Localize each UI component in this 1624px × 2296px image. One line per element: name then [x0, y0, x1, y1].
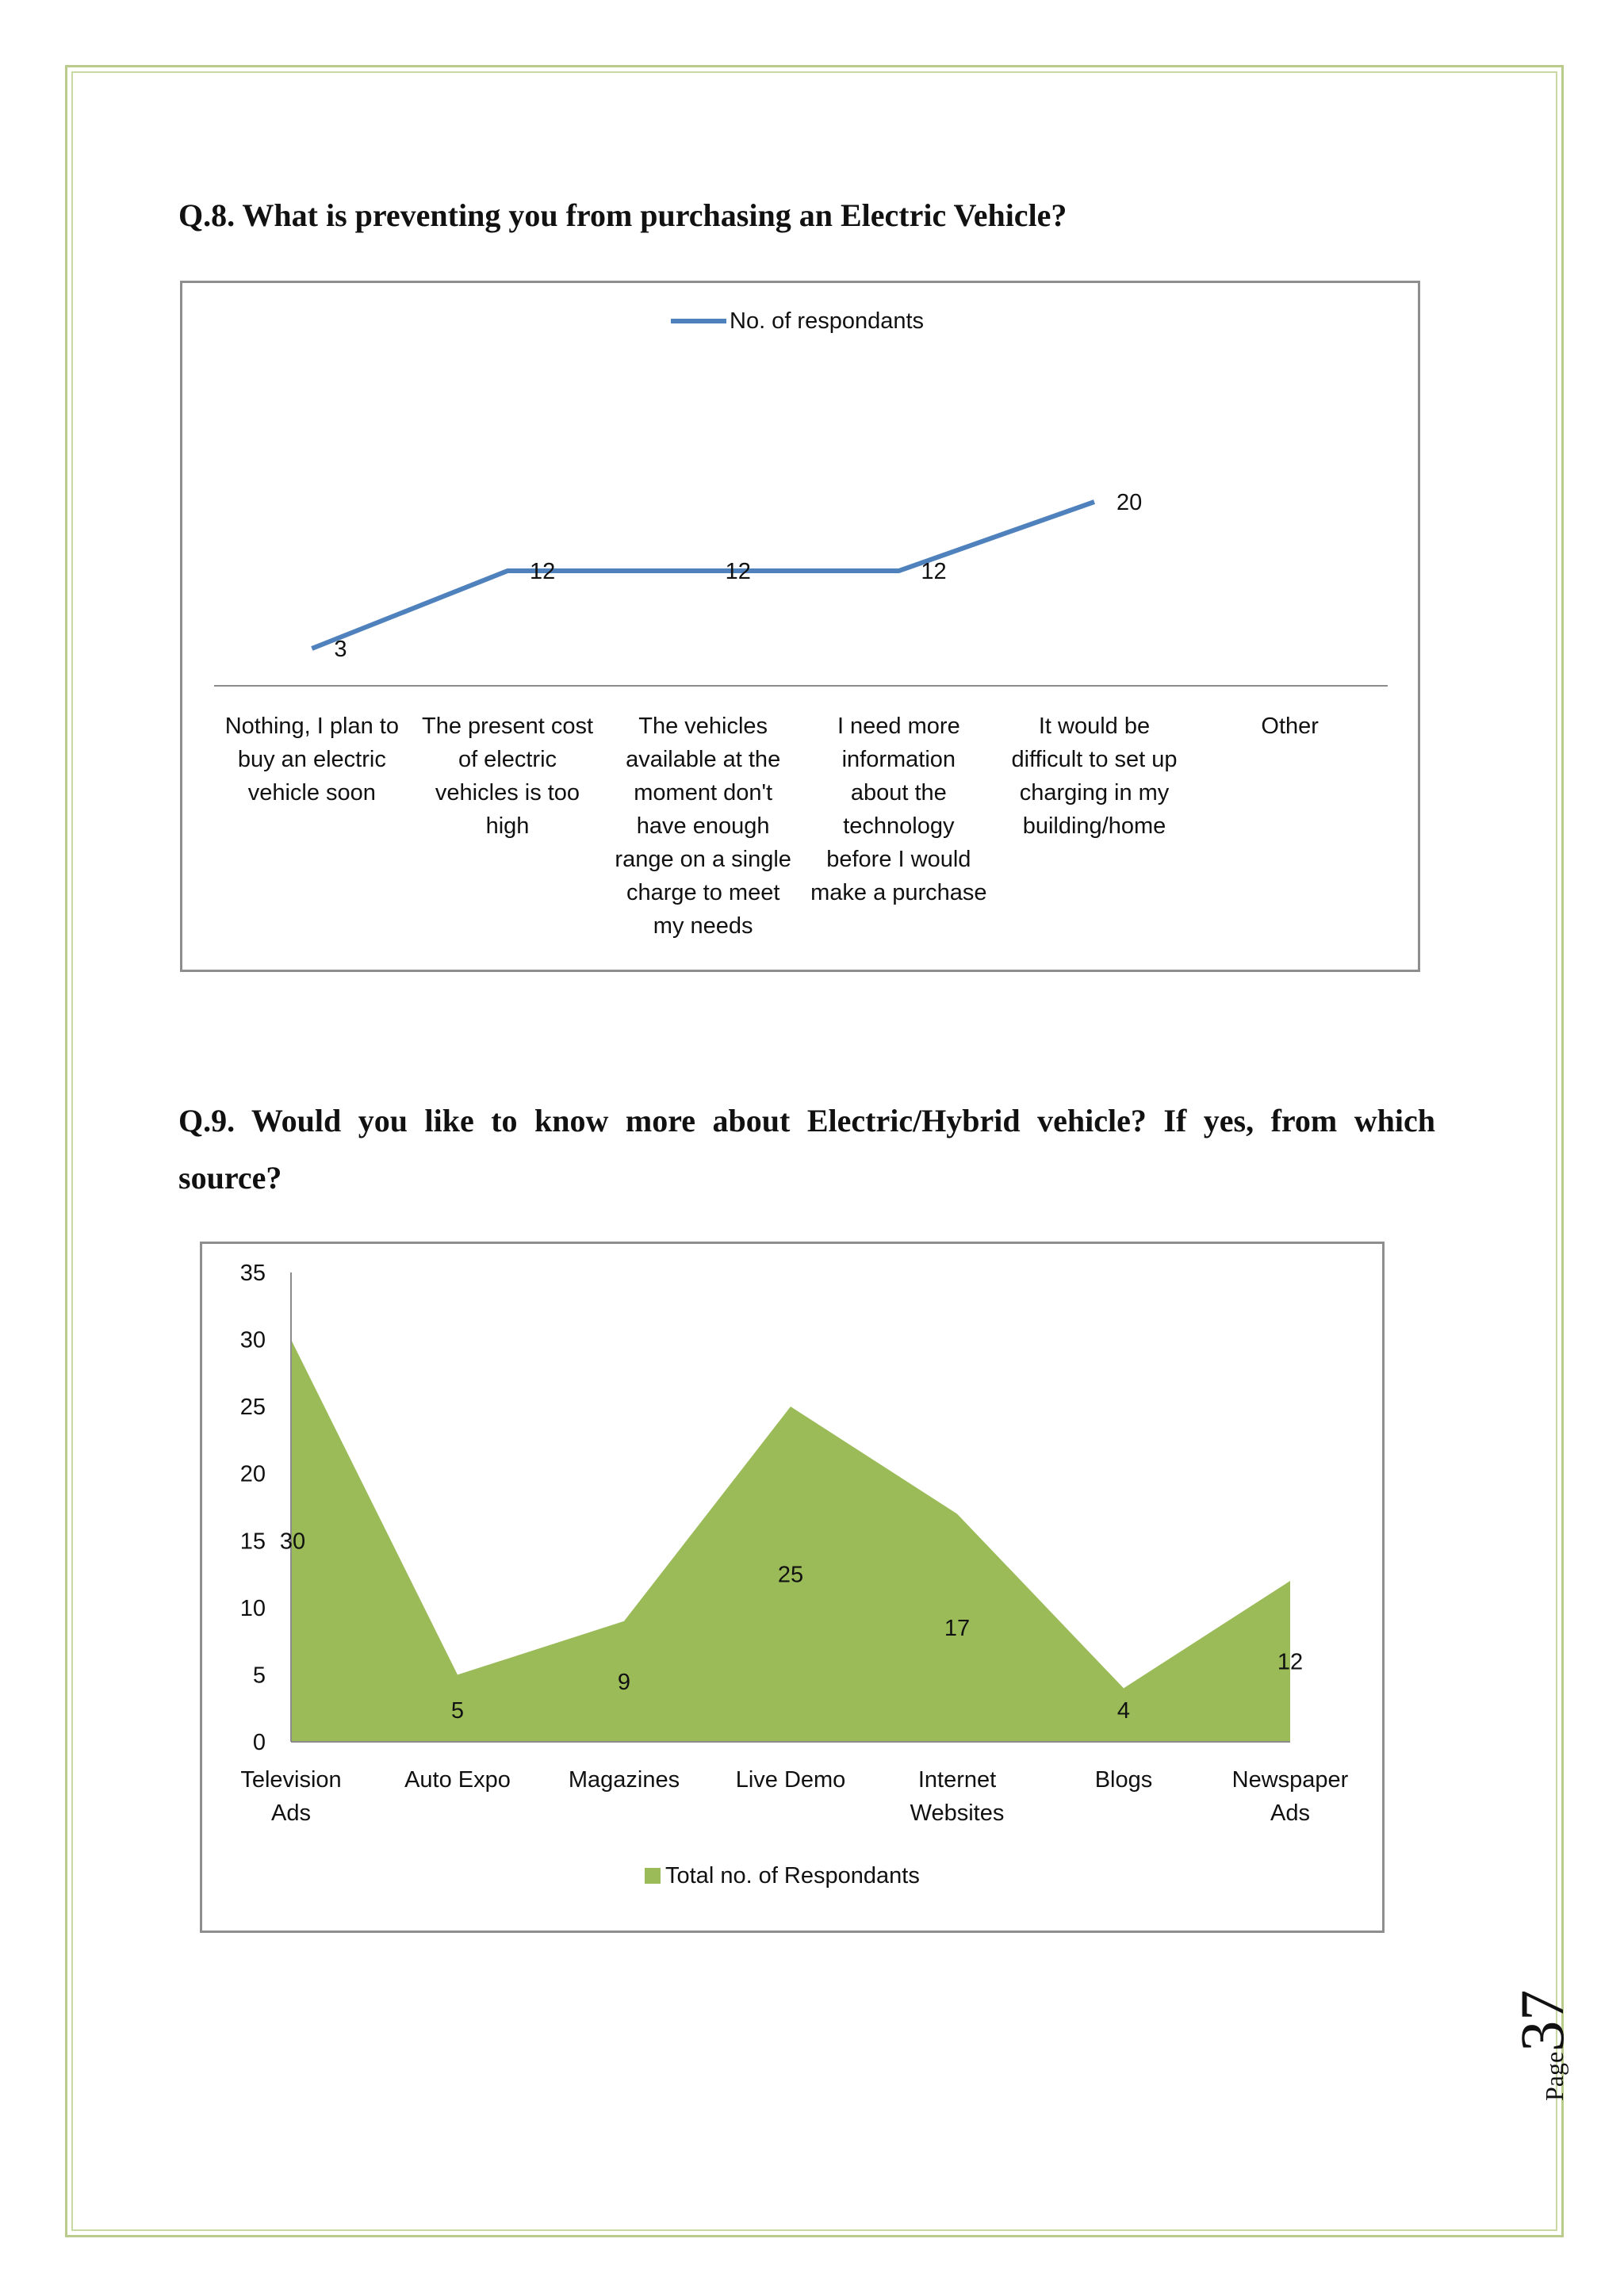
x-tick-label-line: make a purchase [810, 880, 987, 905]
x-tick-label-line: available at the [626, 747, 781, 772]
legend-label: No. of respondants [730, 308, 925, 334]
x-tick-label-line: moment don't [634, 780, 773, 806]
y-tick-label: 5 [252, 1663, 266, 1689]
series-area-respondants [291, 1340, 1290, 1742]
data-label: 5 [450, 1698, 465, 1724]
x-tick-label-line: Television [240, 1767, 342, 1793]
data-label: 12 [530, 559, 556, 585]
x-tick-label-line: information [841, 747, 956, 772]
question-9-heading-line1: Q.9. Would you like to know more about Electric/Hybrid vehicle? If yes, from which [178, 1103, 1435, 1138]
x-tick-label-line: The vehicles [638, 714, 768, 739]
x-tick-label-line: my needs [653, 913, 753, 939]
series-line-respondants [312, 502, 1094, 649]
data-label: 25 [777, 1562, 804, 1588]
data-label: 4 [1116, 1698, 1131, 1724]
x-tick-label [1261, 714, 1319, 739]
x-tick-label-line: vehicles is too [435, 780, 580, 806]
x-tick-label-line: before I would [826, 847, 971, 872]
data-label: 30 [279, 1529, 306, 1555]
x-tick-label-line: Live Demo [735, 1767, 846, 1793]
x-tick-label [225, 714, 399, 806]
x-tick-label-line: technology [843, 813, 955, 839]
data-label: 12 [1277, 1649, 1304, 1675]
data-label: 9 [617, 1669, 631, 1695]
x-tick-label-line: range on a single [615, 847, 791, 872]
data-label: 12 [921, 559, 947, 585]
x-tick-label-line: Blogs [1094, 1767, 1153, 1793]
question-9-heading-line2: source? [178, 1160, 282, 1196]
y-tick-label: 35 [239, 1261, 266, 1286]
data-label: 3 [334, 637, 347, 662]
x-tick-label [569, 1767, 680, 1793]
x-tick-label-line: about the [850, 780, 947, 806]
y-tick-label: 20 [239, 1461, 266, 1487]
x-tick-label-line: Magazines [568, 1767, 680, 1793]
x-tick-label-line: It would be [1038, 714, 1151, 739]
y-tick-label: 25 [239, 1395, 266, 1421]
x-tick-label [910, 1767, 1005, 1826]
x-tick-label-line: charge to meet [626, 880, 780, 905]
x-tick-label-line: Ads [1270, 1800, 1310, 1826]
legend [671, 308, 924, 334]
x-tick-label-line: I need more [837, 714, 960, 739]
x-tick-label [1095, 1767, 1153, 1793]
x-tick-label-line: Nothing, I plan to [224, 714, 399, 739]
x-tick-label [240, 1767, 341, 1826]
x-tick-label-line: Newspaper [1231, 1767, 1349, 1793]
x-tick-label-line: high [485, 813, 530, 839]
x-tick-label-line: building/home [1022, 813, 1166, 839]
legend [645, 1863, 920, 1888]
chart-q9-svg [202, 1244, 1382, 1931]
data-label: 20 [1116, 490, 1143, 515]
x-tick-label-line: The present cost [422, 714, 593, 739]
chart-q8-svg [182, 283, 1418, 970]
data-label: 17 [944, 1616, 971, 1642]
x-tick-label [810, 714, 986, 905]
legend-label: Total no. of Respondants [665, 1863, 920, 1888]
x-tick-label-line: vehicle soon [247, 780, 376, 806]
y-tick-label: 15 [239, 1529, 266, 1555]
page-word: Page [1540, 2051, 1568, 2101]
x-tick-label [1011, 714, 1177, 839]
y-tick-label: 10 [239, 1595, 266, 1621]
data-label: 12 [725, 559, 751, 585]
chart-q9-area [200, 1242, 1385, 1933]
x-tick-label-line: difficult to set up [1011, 747, 1178, 772]
x-tick-label-line: of electric [458, 747, 557, 772]
x-tick-label [615, 714, 791, 939]
page-number [1507, 1982, 1576, 2101]
x-tick-label-line: Auto Expo [404, 1767, 511, 1793]
page-number-value: 37 [1507, 1989, 1576, 2052]
x-tick-label-line: have enough [636, 813, 770, 839]
x-tick-label-line: Other [1261, 714, 1319, 739]
x-tick-label-line: Websites [910, 1800, 1005, 1826]
y-tick-label: 0 [252, 1730, 266, 1755]
legend-swatch [645, 1868, 661, 1884]
x-tick-label-line: Internet [917, 1767, 997, 1793]
x-tick-label [404, 1767, 511, 1793]
x-tick-label-line: Ads [271, 1800, 311, 1826]
chart-q8-line [180, 281, 1420, 972]
x-tick-label [1232, 1767, 1349, 1826]
x-tick-label [422, 714, 593, 839]
x-tick-label-line: buy an electric [237, 747, 386, 772]
question-8-heading: Q.8. What is preventing you from purchasing an Electric Vehicle? [178, 197, 1067, 233]
x-tick-label [736, 1767, 846, 1793]
x-tick-label-line: charging in my [1019, 780, 1170, 806]
y-tick-label: 30 [239, 1327, 266, 1353]
